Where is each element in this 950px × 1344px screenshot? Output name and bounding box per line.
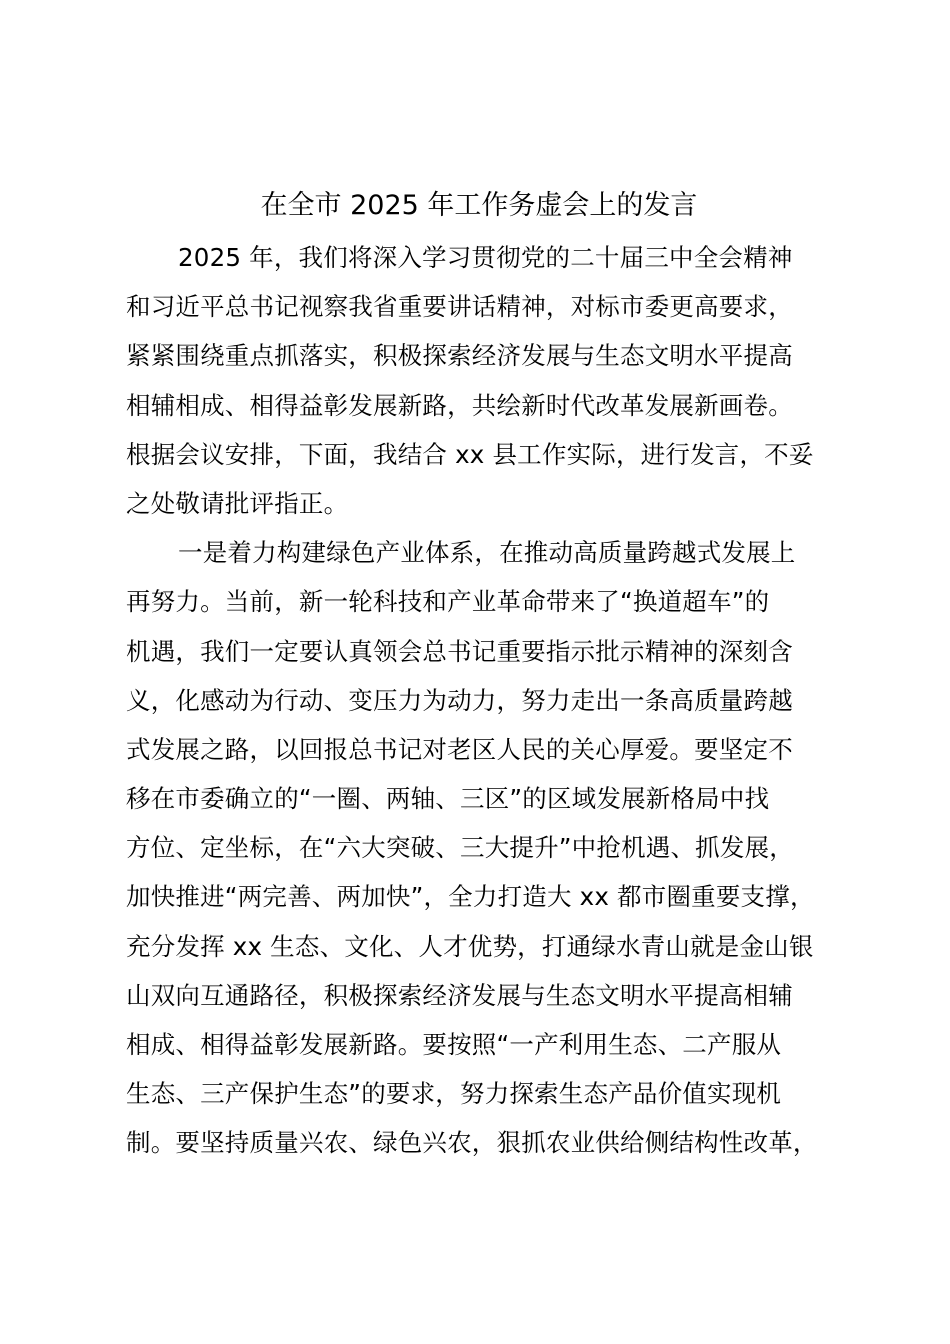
text-line: 和习近平总书记视察我省重要讲话精神，对标市委更高要求， xyxy=(126,292,793,322)
text-line: 移在市委确立的“一圈、两轴、三区”的区域发展新格局中找 xyxy=(126,784,770,814)
text-line: 义，化感动为行动、变压力为动力，努力走出一条高质量跨越 xyxy=(126,685,793,715)
paragraph-green-industry xyxy=(126,528,828,1167)
text-line: 山双向互通路径，积极探索经济发展与生态文明水平提高相辅 xyxy=(126,980,793,1010)
text-line: 机遇，我们一定要认真领会总书记重要指示批示精神的深刻含 xyxy=(126,636,793,666)
paragraph-intro xyxy=(126,233,828,528)
text-line: 之处敬请批评指正。 xyxy=(126,488,349,518)
text-line: 制。要坚持质量兴农、绿色兴农，狠抓农业供给侧结构性改革， xyxy=(126,1128,818,1158)
text-line: 紧紧围绕重点抓落实，积极探索经济发展与生态文明水平提高 xyxy=(126,341,793,371)
text-line: 方位、定坐标，在“六大突破、三大提升”中抢机遇、抓发展， xyxy=(126,833,794,863)
text-line: 一是着力构建绿色产业体系，在推动高质量跨越式发展上 xyxy=(178,538,796,568)
text-line: 式发展之路，以回报总书记对老区人民的关心厚爱。要坚定不 xyxy=(126,734,793,764)
document-title: 在全市 2025 年工作务虚会上的发言 xyxy=(260,190,698,221)
text-line: 相成、相得益彰发展新路。要按照“一产利用生态、二产服从 xyxy=(126,1030,782,1059)
text-line: 再努力。当前，新一轮科技和产业革命带来了“换道超车”的 xyxy=(126,587,770,617)
document-body xyxy=(126,233,828,1168)
text-line: 加快推进“两完善、两加快”，全力打造大 xx 都市圈重要支撑， xyxy=(126,882,815,912)
text-line: 充分发挥 xx 生态、文化、人才优势，打通绿水青山就是金山银 xyxy=(126,931,814,961)
text-line: 生态、三产保护生态”的要求，努力探索生态产品价值实现机 xyxy=(126,1079,782,1109)
text-line: 根据会议安排，下面，我结合 xx 县工作实际，进行发言，不妥 xyxy=(126,439,814,469)
text-line: 2025 年，我们将深入学习贯彻党的二十届三中全会精神 xyxy=(178,243,793,272)
text-line: 相辅相成、相得益彰发展新路，共绘新时代改革发展新画卷。 xyxy=(126,390,793,420)
